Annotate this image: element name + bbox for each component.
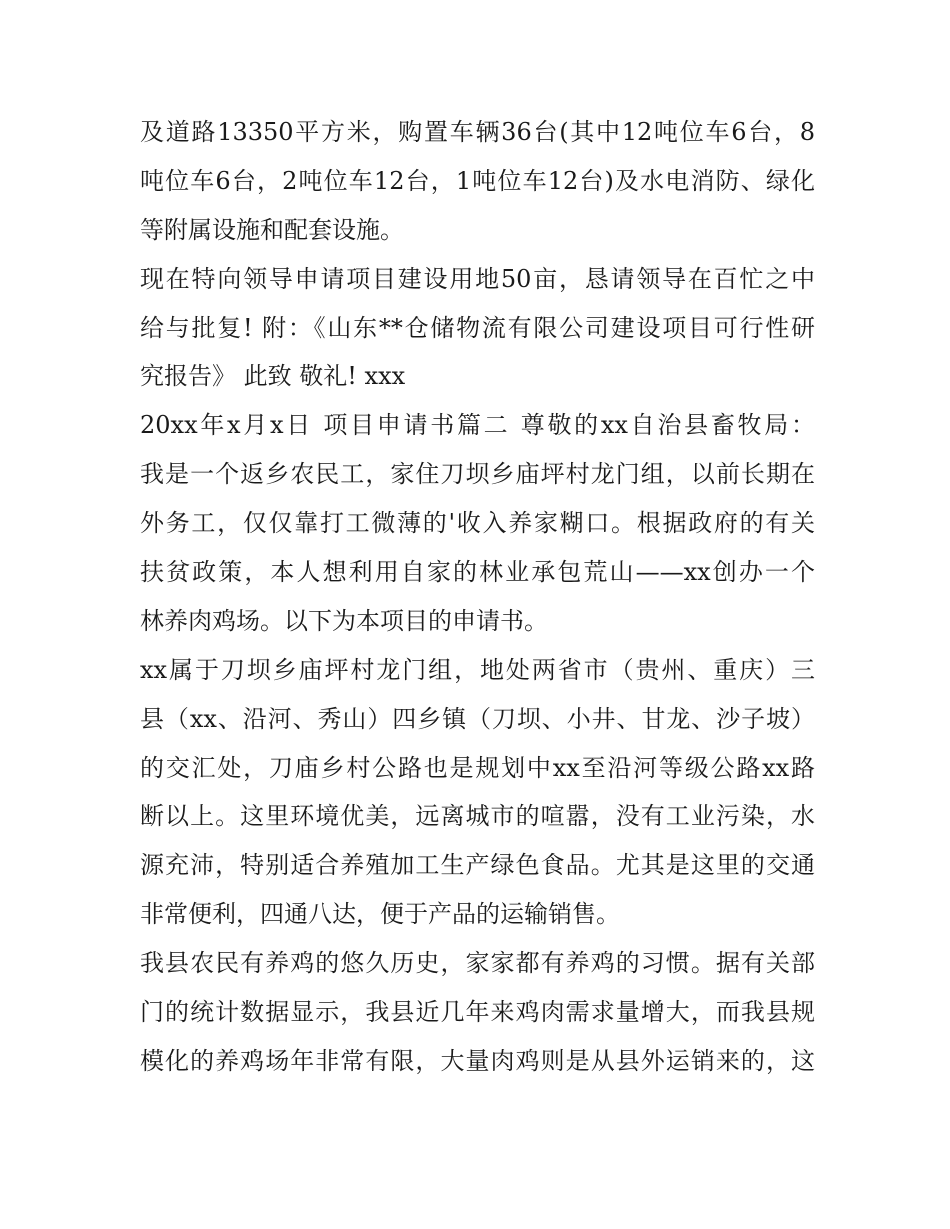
text-line: 究报告》 此致 敬礼! xxx: [140, 362, 406, 391]
text-line: 非常便利，四通八达，便于产品的运输销售。: [140, 900, 620, 929]
text-line: 模化的养鸡场年非常有限，大量肉鸡则是从县外运销来的，这: [140, 1046, 815, 1075]
text-line: 门的统计数据显示，我县近几年来鸡肉需求量增大，而我县规: [140, 998, 815, 1027]
text-line: 扶贫政策，本人想利用自家的林业承包荒山——xx创办一个: [140, 558, 815, 587]
text-line: 等附属设施和配套设施。: [140, 215, 404, 244]
text-line: 现在特向领导申请项目建设用地50亩，恳请领导在百忙之中: [140, 264, 815, 293]
text-line: 源充沛，特别适合养殖加工生产绿色食品。尤其是这里的交通: [140, 851, 815, 880]
text-line: 给与批复! 附：《山东**仓储物流有限公司建设项目可行性研: [140, 313, 815, 342]
text-line: 及道路13350平方米，购置车辆36台(其中12吨位车6台，8: [140, 118, 815, 146]
text-line: 林养肉鸡场。以下为本项目的申请书。: [140, 606, 548, 635]
text-line: 吨位车6台，2吨位车12台，1吨位车12台)及水电消防、绿化: [140, 166, 815, 195]
text-line: 我是一个返乡农民工，家住刀坝乡庙坪村龙门组，以前长期在: [140, 460, 815, 489]
text-line: 外务工，仅仅靠打工微薄的'收入养家糊口。根据政府的有关: [140, 509, 815, 538]
text-line: 20xx年x月x日 项目申请书篇二 尊敬的xx自治县畜牧局：: [140, 411, 815, 440]
text-line: 的交汇处，刀庙乡村公路也是规划中xx至沿河等级公路xx路: [140, 753, 815, 782]
text-line: xx属于刀坝乡庙坪村龙门组，地处两省市（贵州、重庆）三: [140, 655, 815, 684]
text-line: 县（xx、沿河、秀山）四乡镇（刀坝、小井、甘龙、沙子坡）: [140, 704, 815, 733]
text-line: 断以上。这里环境优美，远离城市的喧嚣，没有工业污染，水: [140, 802, 815, 831]
text-line: 我县农民有养鸡的悠久历史，家家都有养鸡的习惯。据有关部: [140, 949, 815, 978]
document-body: [140, 108, 815, 1086]
